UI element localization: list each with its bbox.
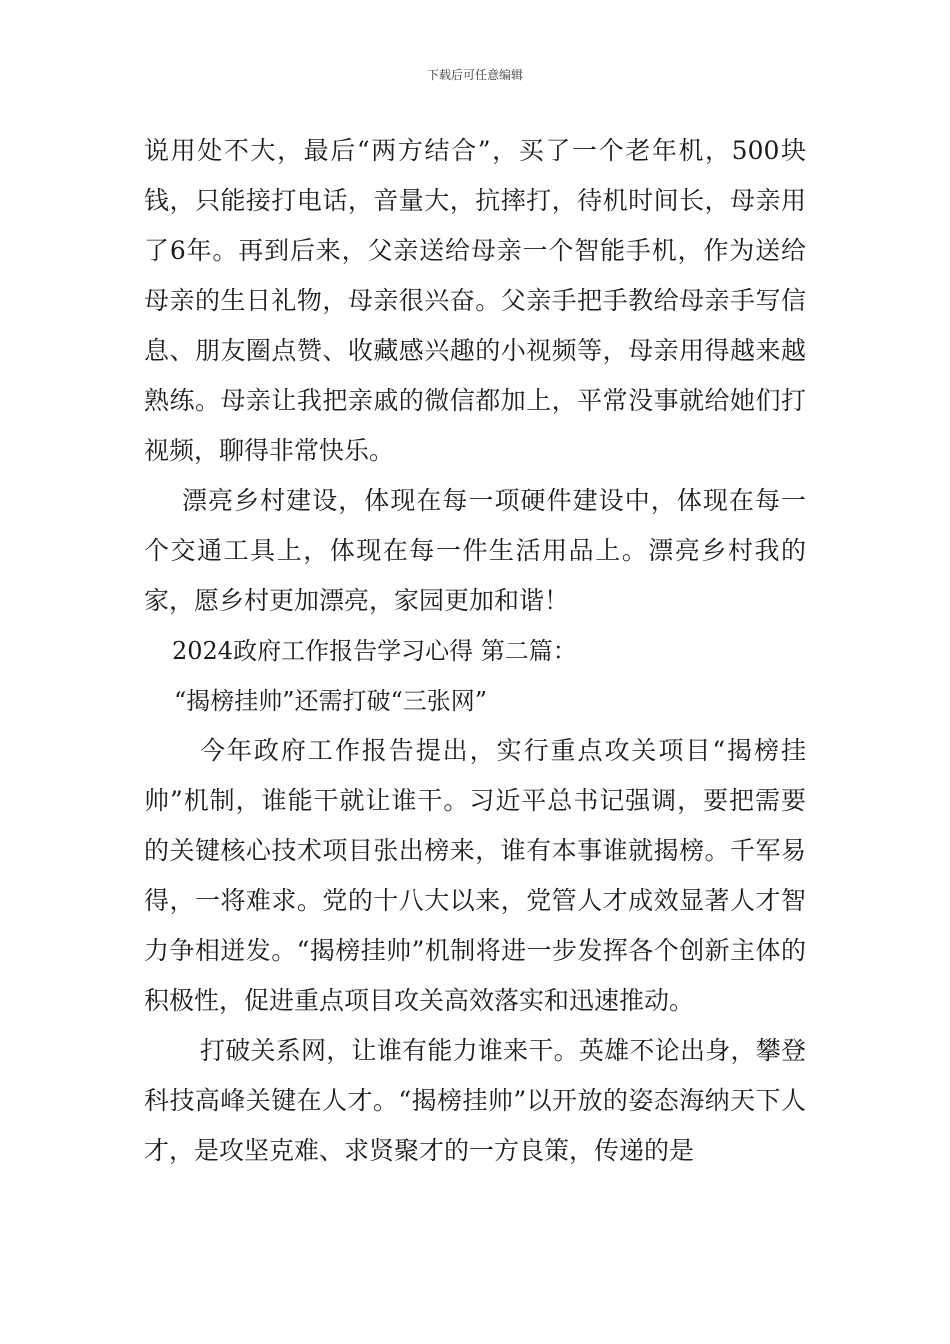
paragraph-report-intro: 今年政府工作报告提出，实行重点攻关项目“揭榜挂帅”机制，谁能干就让谁干。习近平总书记强调，要把需要的关键核心技术项目张出榜来，谁有本事谁就揭榜。千军易得，一将难求。党的十八大以来，党管人才成效显著人才智力争相迸发。“揭榜挂帅”机制将进一步发挥各个创新主体的积极性，促进重点项目攻关高效落实和迅速推动。: [144, 736, 806, 1015]
article-subtitle: “揭榜挂帅”还需打破“三张网”: [174, 687, 488, 715]
page-header-note: 下载后可任意编辑: [426, 68, 523, 82]
paragraph-phone-story: 说用处不大，最后“两方结合”，买了一个老年机，500块钱，只能接打电话，音量大，抗摔打，待机时间长，母亲用了6年。再到后来，父亲送给母亲一个智能手机，作为送给母亲的生日礼物，母亲很兴奋。父亲手把手教给母亲手写信息、朋友圈点赞、收藏感兴趣的小视频等，母亲用得越来越熟练。母亲让我把亲戚的微信都加上，平常没事就给她们打视频，聊得非常快乐。: [144, 136, 806, 465]
section-title: 2024政府工作报告学习心得 第二篇：: [172, 637, 577, 665]
paragraph-break-network: 打破关系网，让谁有能力谁来干。英雄不论出身，攀登科技高峰关键在人才。“揭榜挂帅”以开放的姿态海纳天下人才，是攻坚克难、求贤聚才的一方良策，传递的是: [144, 1036, 806, 1165]
paragraph-village-conclusion: 漂亮乡村建设，体现在每一项硬件建设中，体现在每一个交通工具上，体现在每一件生活用品上。漂亮乡村我的家，愿乡村更加漂亮，家园更加和谐！: [144, 486, 806, 615]
document-body: [144, 126, 806, 1176]
